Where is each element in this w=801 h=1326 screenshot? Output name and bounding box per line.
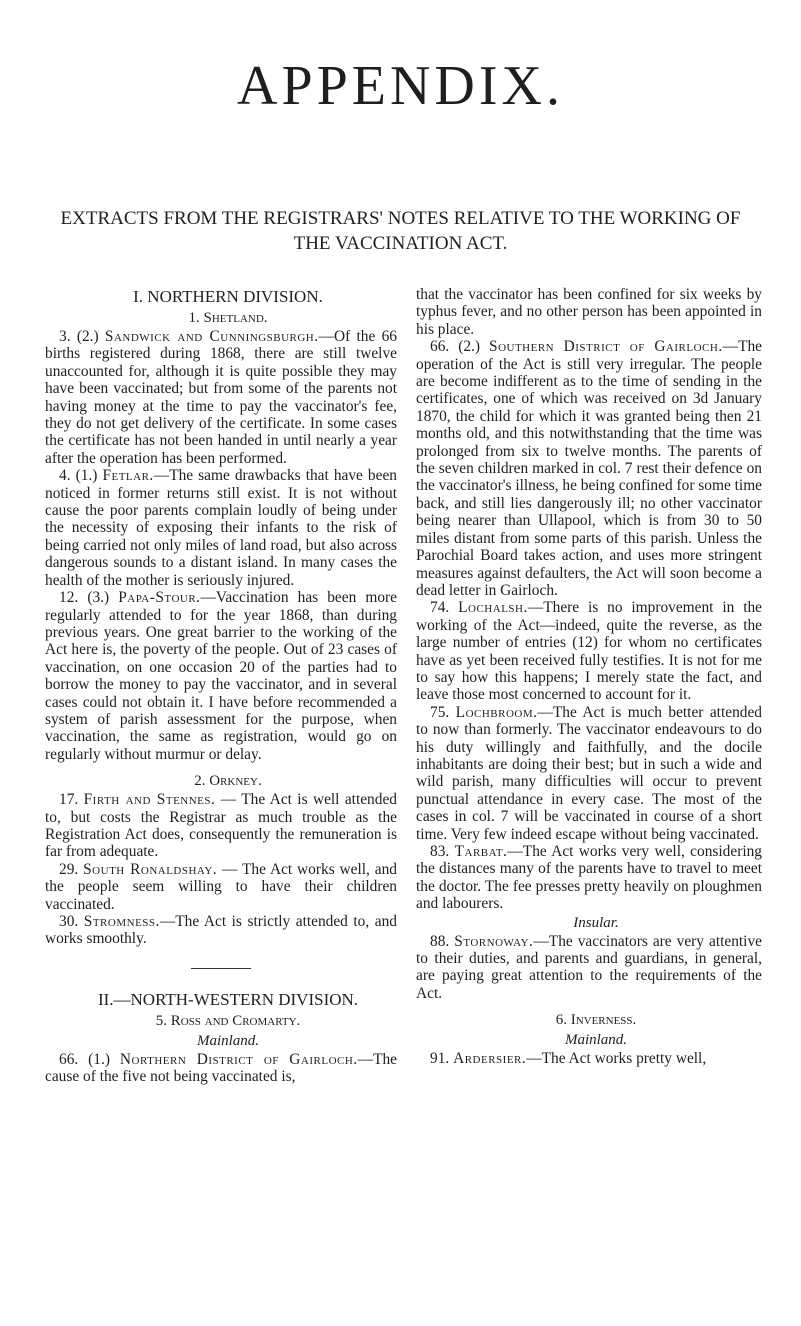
place-name: Firth and Stennes. [83,791,216,809]
place-name: Sandwick and Cunningsburgh. [104,328,319,345]
continued-text: that the vaccinator has been confined for six weeks by typhus fever, and no other person has been appointed in his place. [416,286,762,338]
entry-stromness: 30. Stromness.—The Act is strictly attended to, and works smoothly. [45,913,397,948]
county-heading-orkney: 2. Orkney. [194,773,262,790]
divider-rule [191,968,251,969]
page-title: APPENDIX. [237,55,564,117]
place-name: Stornoway. [454,932,534,950]
place-name: Southern District of Gairloch. [489,338,723,356]
entry-lochalsh: 74. Lochalsh.—There is no improvement in the working of the Act—indeed, quite the reverse, as the large number of entries (12) for whom no certificates have as yet been received fully testifies. It is not for me to say how this happens; I merely state the fact, and leave those most concerned to account for it. [416,599,762,704]
entry-south-ronaldshay: 29. South Ronaldshay. — The Act works well, and the people seem willing to have their children vaccinated. [45,860,397,913]
place-name: Fetlar. [102,467,154,485]
section-heading: EXTRACTS FROM THE REGISTRARS' NOTES RELATIVE TO THE WORKING OF THE VACCINATION ACT. [60,208,741,254]
entry-northern-gairloch: 66. (1.) Northern District of Gairloch.—The cause of the five not being vaccinated is, [45,1050,397,1086]
entry-ardersier: 91. Ardersier.—The Act works pretty well, [430,1050,707,1068]
place-name: South Ronaldshay. [83,860,218,878]
place-name: Northern District of Gairloch. [119,1050,358,1068]
division-heading-north-western: II.—NORTH-WESTERN DIVISION. [97,989,359,1009]
entry-firth-stennes: 17. Firth and Stennes. — The Act is well attended to, but costs the Registrar as much trouble as the Registration Act does, consequently the remuneration is far from adequate. [45,791,397,861]
entry-papa-stour: 12. (3.) Papa-Stour.—Vaccination has been more regularly attended to for the year 1868, than during previous years. One great barrier to the working of the Act here is, the poverty of the people. Out of 23 cases of vaccination, on one occasion 20 of the parties had to borrow the money to pay the vaccinator, and in several cases could not obtain it. I have before recommended a system of parish assessment for the purpose, when vaccination, the same as registration, would go on regularly without murmur or delay. [45,589,397,763]
county-heading-ross: 5. Ross and Cromarty. [155,1012,301,1029]
left-column [45,286,397,1086]
subheading-insular: Insular. [573,914,619,931]
entry-fetlar: 4. (1.) Fetlar.—The same drawbacks that have been noticed in former returns still exist. It is not without cause the poor parents complain loudly of being under the necessity of exposing their infants to the risk of being carried not only miles of land road, but also across dangerous sounds to a distant island. In many cases the health of the mother is seriously injured. [45,467,397,589]
entry-tarbat: 83. Tarbat.—The Act works very well, considering the distances many of the parents have to travel to meet the doctor. The fee presses pretty heavily on ploughmen and labourers. [416,843,762,913]
subheading-mainland-2: Mainland. [564,1032,628,1049]
place-name: Tarbat. [454,843,508,860]
entry-southern-gairloch: 66. (2.) Southern District of Gairloch.—The operation of the Act is still very irregular. The people are become indifferent as to the time of sending in the certificates, one of which was received on 3d January 1870, the child for which it was granted being then 21 months old, and this notwithstanding that the time was prolonged from six to twelve months. The parents of the seven children marked in col. 7 rest their defence on the vaccinator's illness, he being confined for some time back, and still lies dangerously ill; no other vaccinator being nearer than Ullapool, which is from 30 to 50 miles distant from some parts of this parish. Unless the Parochial Board takes action, and uses more stringent measures against defaulters, the Act will soon become a dead letter in Gairloch. [416,338,762,599]
entry-stornoway: 88. Stornoway.—The vaccinators are very attentive to their duties, and parents and guardians, in general, are paying great attention to the requirements of the Act. [416,932,762,1002]
entry-lochbroom: 75. Lochbroom.—The Act is much better attended to now than formerly. The vaccinator endeavours to do his duty willingly and faithfully, and the docile inhabitants are doing their best; but in such a wide and wild parish, many difficulties will occur to prevent punctual attendance in every case. The most of the cases in col. 7 will be vaccinated in course of a short time. Very few indeed escape without being vaccinated. [416,703,762,843]
county-heading-inverness: 6. Inverness. [555,1012,637,1029]
right-column [416,286,762,1068]
place-name: Stromness. [83,913,160,930]
division-heading-northern: I. NORTHERN DIVISION. [133,287,323,306]
place-name: Papa-Stour. [118,589,201,607]
place-name: Ardersier. [453,1050,527,1068]
subheading-mainland: Mainland. [196,1032,260,1049]
county-heading-shetland: 1. Shetland. [188,310,268,326]
place-name: Lochbroom. [455,703,538,721]
entry-sandwick: 3. (2.) Sandwick and Cunningsburgh.—Of the 66 births registered during 1868, there are still twelve unaccounted for, although it is quite possible they may have been vaccinated; but from some of the parents not having money at the time to pay the vaccinator's fee, they do not get delivery of the certificate. In some cases the certificate has not been handed in until nearly a year after the operation has been performed. [45,328,397,467]
place-name: Lochalsh. [458,599,528,617]
